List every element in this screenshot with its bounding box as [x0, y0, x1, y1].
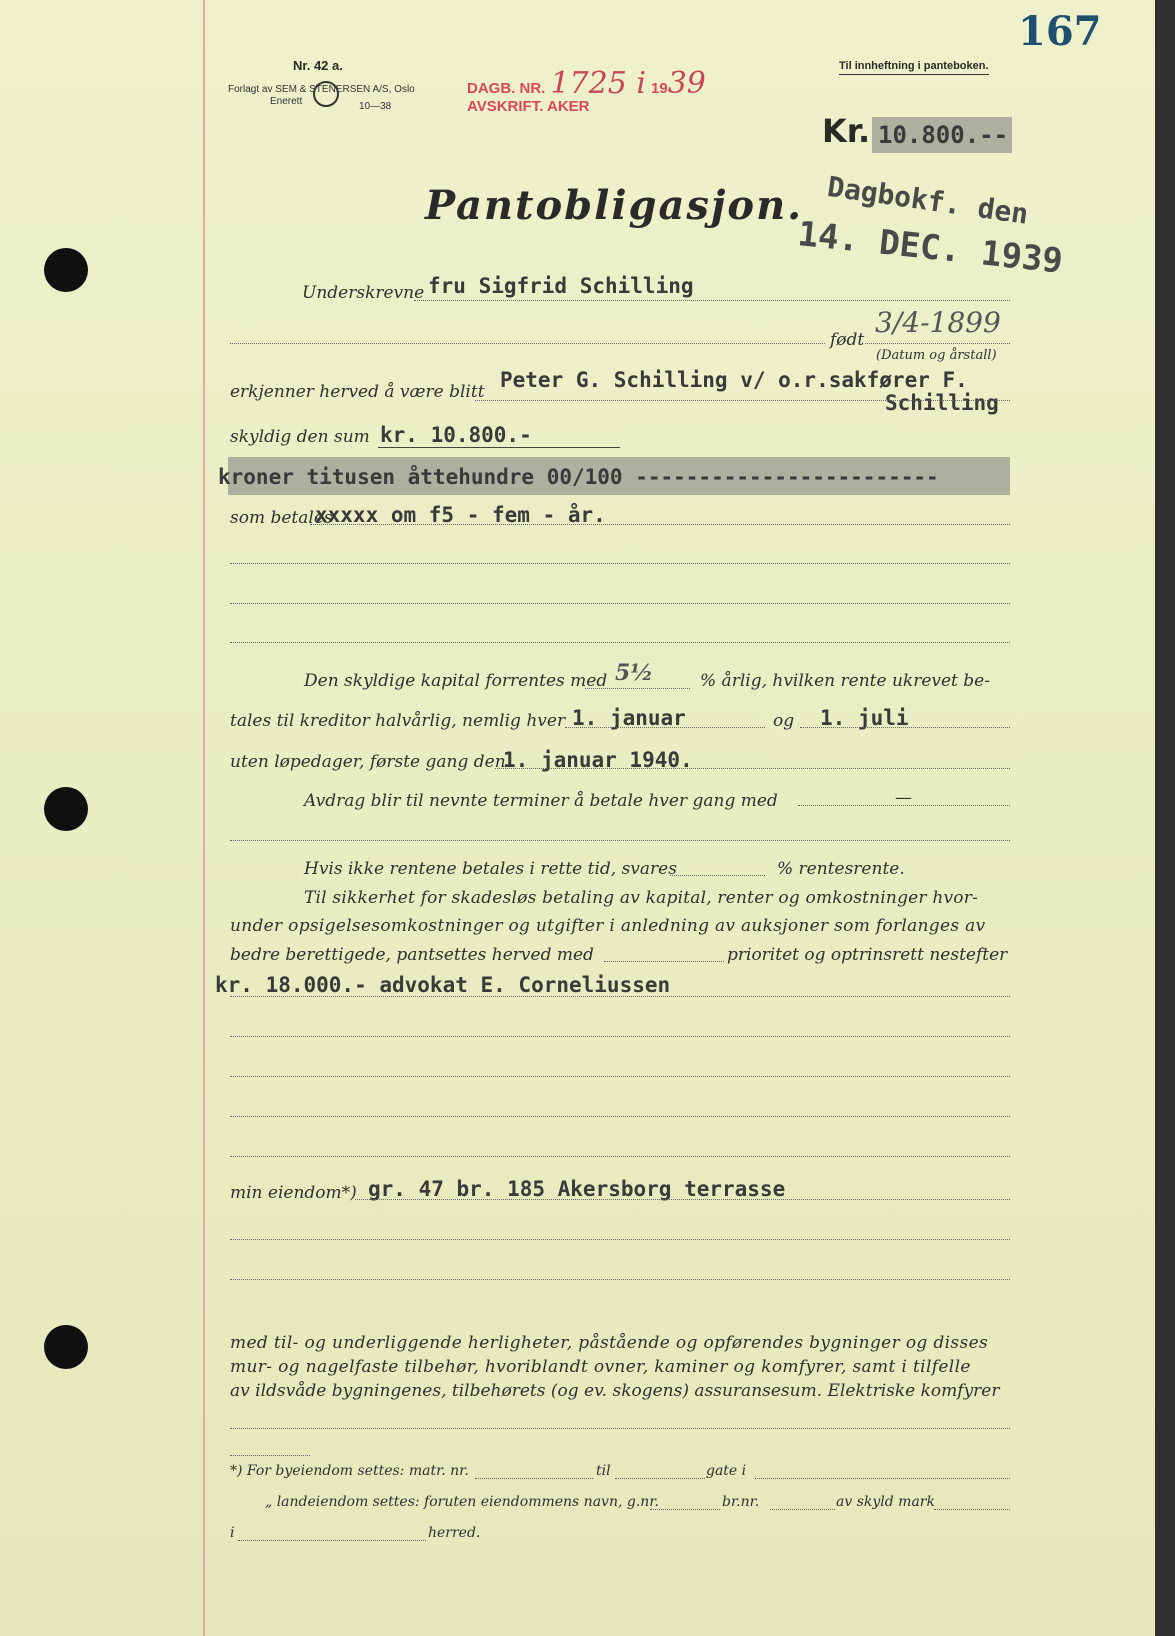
- undersigned-label: Underskrevne: [302, 283, 425, 303]
- footnote1-line: [755, 1478, 1010, 1479]
- blank-line: [230, 840, 1010, 841]
- installment-line: [798, 805, 1010, 806]
- property-value: gr. 47 br. 185 Akersborg terrasse: [368, 1177, 786, 1201]
- interest-sentence-start: Den skyldige kapital forrentes med: [304, 671, 608, 691]
- pay-label: som betales: [230, 508, 333, 528]
- punch-hole: [44, 787, 88, 831]
- creditor-line: [475, 400, 1010, 401]
- acknowledge-label: erkjenner herved å være blitt: [230, 382, 485, 402]
- first-date-line: [495, 768, 1010, 769]
- security-para-l2: under opsigelsesomkostninger og utgifter i anledning av auksjoner som forlanges av: [230, 916, 986, 936]
- publisher-logo-icon: [313, 81, 339, 107]
- punch-hole: [44, 1325, 88, 1369]
- footnote1-a: *) For byeiendom settes: matr. nr.: [230, 1463, 469, 1479]
- blank-line: [230, 1239, 1010, 1240]
- journal-stamp: [467, 66, 706, 101]
- journal-number-label: DAGB. NR.: [467, 80, 546, 97]
- installment-label: Avdrag blir til nevnte terminer å betale hver gang med: [304, 791, 778, 811]
- property-line: [355, 1199, 1010, 1200]
- born-line: [865, 343, 1010, 344]
- owe-value: kr. 10.800.-: [380, 423, 532, 447]
- penalty-label: Hvis ikke rentene betales i rette tid, svares: [304, 859, 677, 879]
- form-number: Nr. 42 a.: [293, 58, 343, 73]
- publisher-date: 10—38: [359, 101, 392, 112]
- footnote3-b: herred.: [428, 1525, 481, 1541]
- undersigned-line: [414, 300, 1010, 301]
- born-value: 3/4-1899: [875, 306, 1001, 339]
- blank-line: [230, 642, 1010, 643]
- undersigned-value: fru Sigfrid Schilling: [428, 274, 694, 298]
- pay-value: xxxxx om f5 - fem - år.: [315, 503, 606, 527]
- property-label: min eiendom*): [230, 1183, 357, 1203]
- closing-l1: med til- og underliggende herligheter, påstående og opførendes bygninger og disses: [230, 1333, 989, 1353]
- blank-line: [230, 1036, 1010, 1037]
- amount-value: 10.800.--: [878, 121, 1009, 149]
- blank-line: [230, 996, 1010, 997]
- footnote2-a: „ landeiendom settes: foruten eiendommens navn, g.nr.: [265, 1494, 659, 1510]
- priority-line: [604, 961, 724, 962]
- footnote-rule: [230, 1455, 310, 1456]
- security-para-l1: Til sikkerhet for skadesløs betaling av kapital, renter og omkostninger hvor-: [304, 888, 979, 908]
- blank-line: [230, 1156, 1010, 1157]
- creditor-line1: Peter G. Schilling v/ o.r.sakfører F.: [500, 368, 968, 392]
- penalty-end: % rentesrente.: [777, 859, 905, 879]
- footnote2-line: [770, 1509, 835, 1510]
- binding-note: Til innheftning i panteboken.: [839, 60, 989, 75]
- birth-line-left: [230, 343, 825, 344]
- interest-line2-start: tales til kreditor halvårlig, nemlig hver: [230, 711, 566, 731]
- footnote1-line: [475, 1478, 593, 1479]
- publisher-enerett: Enerett: [270, 96, 303, 107]
- interest-line3-start: uten løpedager, første gang den: [230, 752, 506, 772]
- copy-stamp: AVSKRIFT. AKER: [467, 98, 590, 115]
- words-value: kroner titusen åttehundre 00/100 ------------------------: [218, 465, 939, 489]
- rate-line: [585, 688, 690, 689]
- footnote2-b: br.nr.: [722, 1494, 760, 1510]
- blank-line: [230, 1428, 1010, 1429]
- footnote3-a: i: [230, 1525, 235, 1541]
- pay-line: [310, 524, 1010, 525]
- page-number: 167: [1018, 8, 1102, 55]
- owe-label: skyldig den sum: [230, 427, 370, 447]
- blank-line: [230, 1076, 1010, 1077]
- date2-line: [800, 727, 1010, 728]
- footnote1-line: [615, 1478, 705, 1479]
- publisher-line: Forlagt av SEM & STENERSEN A/S, Oslo: [228, 84, 415, 95]
- footnote1-b: til: [596, 1463, 611, 1479]
- footnote1-c: gate i: [706, 1463, 747, 1479]
- security-para-l3-end: prioritet og optrinsrett nestefter: [727, 945, 1008, 965]
- blank-line: [230, 1279, 1010, 1280]
- owe-line: [378, 447, 620, 448]
- blank-line: [230, 1116, 1010, 1117]
- interest-date1: 1. januar: [572, 706, 686, 730]
- closing-l3: av ildsvåde bygningenes, tilbehørets (og ev. skogens) assuransesum. Elektriske komfyrer: [230, 1381, 1000, 1401]
- creditor-line2: Schilling: [885, 391, 999, 415]
- installment-value: —: [895, 788, 912, 808]
- penalty-line: [670, 875, 765, 876]
- journal-number-hand: 1725 i: [550, 66, 646, 101]
- footnote2-c: av skyld mark: [836, 1494, 935, 1510]
- interest-rate: 5½: [615, 660, 654, 686]
- punch-hole: [44, 248, 88, 292]
- journal-year-hand: 39: [667, 66, 706, 101]
- closing-l2: mur- og nagelfaste tilbehør, hvoriblandt ovner, kaminer og komfyrer, samt i tilfelle: [230, 1357, 971, 1377]
- born-label: født: [830, 330, 865, 350]
- footnote2-line: [934, 1509, 1010, 1510]
- interest-date2: 1. juli: [820, 706, 909, 730]
- footnote3-line: [238, 1540, 426, 1541]
- interest-sentence-mid: % årlig, hvilken rente ukrevet be-: [700, 671, 990, 691]
- interest-og: og: [773, 711, 795, 731]
- registered-stamp-line1: Dagbokf. den: [825, 170, 1031, 231]
- registered-stamp-date: 14. DEC. 1939: [795, 214, 1065, 282]
- security-para-l3-start: bedre berettigede, pantsettes herved med: [230, 945, 594, 965]
- blank-line: [230, 563, 1010, 564]
- blank-line: [230, 603, 1010, 604]
- prior-mortgage-value: kr. 18.000.- advokat E. Corneliussen: [215, 973, 671, 997]
- scan-edge: [1155, 0, 1175, 1636]
- born-hint: (Datum og årstall): [876, 348, 997, 363]
- journal-year-prefix: 19: [651, 80, 668, 97]
- document-title: Pantobligasjon.: [425, 182, 804, 229]
- margin-rule: [203, 0, 205, 1636]
- footnote2-line: [650, 1509, 720, 1510]
- first-payment-date: 1. januar 1940.: [503, 748, 693, 772]
- date1-line: [565, 727, 765, 728]
- amount-label: Kr.: [822, 112, 871, 150]
